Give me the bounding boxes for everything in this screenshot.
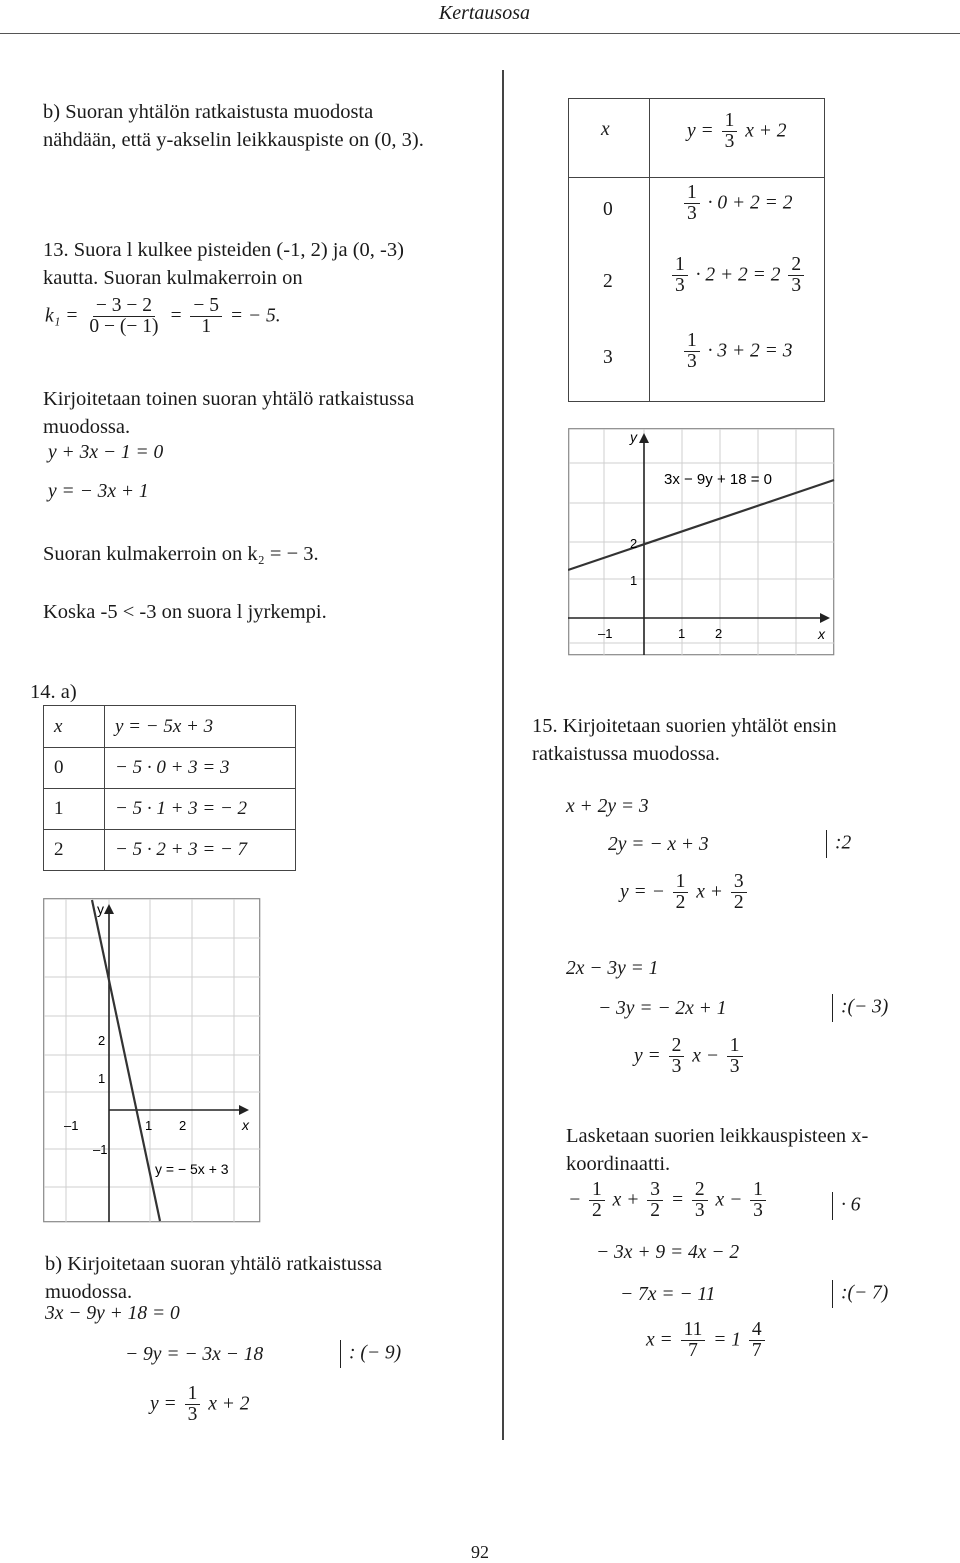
- operation-15-u1: · 6: [832, 1192, 861, 1220]
- table-cell-value: $\frac{1}{3}$ · 3 + 2 = 3: [681, 331, 792, 373]
- table-row: 0 − 5 · 0 + 3 = 3: [44, 748, 296, 789]
- table-cell-value: $\frac{1}{3}$ · 2 + 2 = 2 $\frac{2}{3}$: [669, 255, 807, 297]
- k1-fraction-1: $\frac{- 3 - 2}{0 - (- 1)}$: [89, 295, 159, 338]
- exercise-15-number: 15.: [532, 715, 558, 737]
- table-header-y: y = $\frac{1}{3}$ x + 2: [687, 110, 787, 153]
- equation-15-t1: 2x − 3y = 1: [566, 958, 659, 979]
- exercise-13-intro-text: Suora l kulkee pisteiden (-1, 2) ja (0, -3) kautta. Suoran kulmakerroin on: [43, 239, 404, 289]
- table-cell-x: 2: [603, 271, 613, 292]
- equation-line-2: y = − 3x + 1: [48, 481, 149, 502]
- equation-15-t2: − 3y = − 2x + 1: [598, 998, 727, 1019]
- x-axis-label: x: [818, 626, 825, 642]
- header-rule: [0, 33, 960, 34]
- table-row: 2 − 5 · 2 + 3 = − 7: [44, 830, 296, 871]
- tick-x-2: 2: [715, 626, 723, 641]
- table-header-x: x: [601, 119, 610, 140]
- exercise-14b-text: b) Kirjoitetaan suoran yhtälö ratkaistussa muodossa.: [45, 1253, 383, 1303]
- tick-x-neg1: –1: [598, 626, 613, 641]
- equation-15-s2: 2y = − x + 3: [608, 834, 709, 855]
- k1-fraction-2: $\frac{- 5}{1}$: [190, 296, 222, 338]
- x-axis-arrow: [820, 613, 830, 623]
- exercise-15-text2: Lasketaan suorien leikkauspisteen x-koordinaatti.: [566, 1125, 869, 1175]
- y-axis-arrow: [639, 433, 649, 443]
- operation-15-t2: :(− 3): [832, 994, 888, 1022]
- x-axis-arrow: [239, 1105, 249, 1115]
- graph-14a: [43, 898, 261, 1223]
- exercise-13-intro: [43, 236, 463, 292]
- table-header-y: y = − 5x + 3: [105, 706, 296, 748]
- exercise-13-conclusion: Koska -5 < -3 on suora l jyrkempi.: [43, 601, 327, 623]
- equation-14b-2: − 9y = − 3x − 18: [125, 1344, 264, 1365]
- slope-k2-text: Suoran kulmakerroin on k₂ = − 3.: [43, 543, 319, 565]
- tick-y-neg1: –1: [93, 1142, 108, 1157]
- x-axis-label: x: [242, 1117, 249, 1133]
- exercise-12b-text: b) Suoran yhtälön ratkaistusta muodosta nähdään, että y-akselin leikkauspiste on (0, 3).: [43, 101, 424, 151]
- y-axis-label: y: [630, 429, 637, 445]
- equation-15-u1: − $\frac{1}{2}$ x + $\frac{3}{2}$ = $\frac{2}{3}$ x − $\frac{1}{3}$: [568, 1180, 769, 1222]
- tick-x-1: 1: [145, 1118, 153, 1133]
- equation-15-u3: − 7x = − 11: [620, 1284, 716, 1305]
- operation-15-s2: :2: [826, 830, 851, 858]
- equation-14b-1: 3x − 9y + 18 = 0: [45, 1303, 180, 1324]
- exercise-15-intro-text: Kirjoitetaan suorien yhtälöt ensin ratkaistussa muodossa.: [532, 715, 837, 765]
- equation-15-s1: x + 2y = 3: [566, 796, 649, 817]
- k1-lhs: k₁ =: [45, 305, 79, 327]
- tick-y-1: 1: [630, 573, 638, 588]
- operation-15-u3: :(− 7): [832, 1280, 888, 1308]
- equation-15-t3: y = $\frac{2}{3}$ x − $\frac{1}{3}$: [634, 1036, 746, 1078]
- tick-x-2: 2: [179, 1118, 187, 1133]
- equation-15-u4: x = $\frac{11}{7}$ = 1 $\frac{4}{7}$: [646, 1320, 768, 1362]
- table-header-x: x: [44, 706, 105, 748]
- exercise-14-part-a: a): [60, 681, 77, 703]
- tick-x-1: 1: [678, 626, 686, 641]
- exercise-13-text2: Kirjoitetaan toinen suoran yhtälö ratkaistussa muodossa.: [43, 388, 415, 438]
- plotted-line: [568, 480, 834, 570]
- exercise-15-intro: [532, 712, 932, 768]
- line-label: y = − 5x + 3: [155, 1161, 229, 1177]
- value-table-13b: [568, 98, 825, 402]
- table-cell-x: 3: [603, 347, 613, 368]
- exercise-14-heading: [30, 678, 77, 706]
- exercise-13-number: 13.: [43, 239, 69, 261]
- y-axis-label: y: [97, 901, 104, 917]
- tick-y-2: 2: [98, 1033, 106, 1048]
- tick-y-2: 2: [630, 536, 638, 551]
- table-cell-value: $\frac{1}{3}$ · 0 + 2 = 2: [681, 183, 792, 225]
- table-cell-x: 0: [603, 199, 613, 220]
- equation-15-s3: y = − $\frac{1}{2}$ x + $\frac{3}{2}$: [620, 872, 750, 914]
- operation-14b-2: : (− 9): [340, 1340, 401, 1368]
- y-axis-arrow: [104, 904, 114, 914]
- tick-y-1: 1: [98, 1071, 106, 1086]
- column-divider: [502, 70, 504, 1440]
- graph-13b: [568, 428, 835, 656]
- equation-15-u2: − 3x + 9 = 4x − 2: [596, 1242, 740, 1263]
- line-label: 3x − 9y + 18 = 0: [664, 471, 772, 488]
- running-header-title: Kertausosa: [438, 2, 530, 24]
- table-row: 1 − 5 · 1 + 3 = − 2: [44, 789, 296, 830]
- equation-line-1: y + 3x − 1 = 0: [48, 442, 164, 463]
- graph-grid: [569, 429, 834, 655]
- equation-14b-3: y = $\frac{1}{3}$ x + 2: [150, 1383, 250, 1426]
- exercise-14-number: 14.: [30, 681, 56, 703]
- page-number: 92: [471, 1542, 489, 1562]
- table-header-row: [44, 706, 296, 748]
- tick-x-neg1: –1: [64, 1118, 79, 1133]
- slope-k1-equation: k₁ = $\frac{- 3 - 2}{0 - (- 1)}$ = $\frac{- 5}{1}$ = − 5.: [45, 295, 281, 338]
- value-table-14a: [43, 705, 296, 871]
